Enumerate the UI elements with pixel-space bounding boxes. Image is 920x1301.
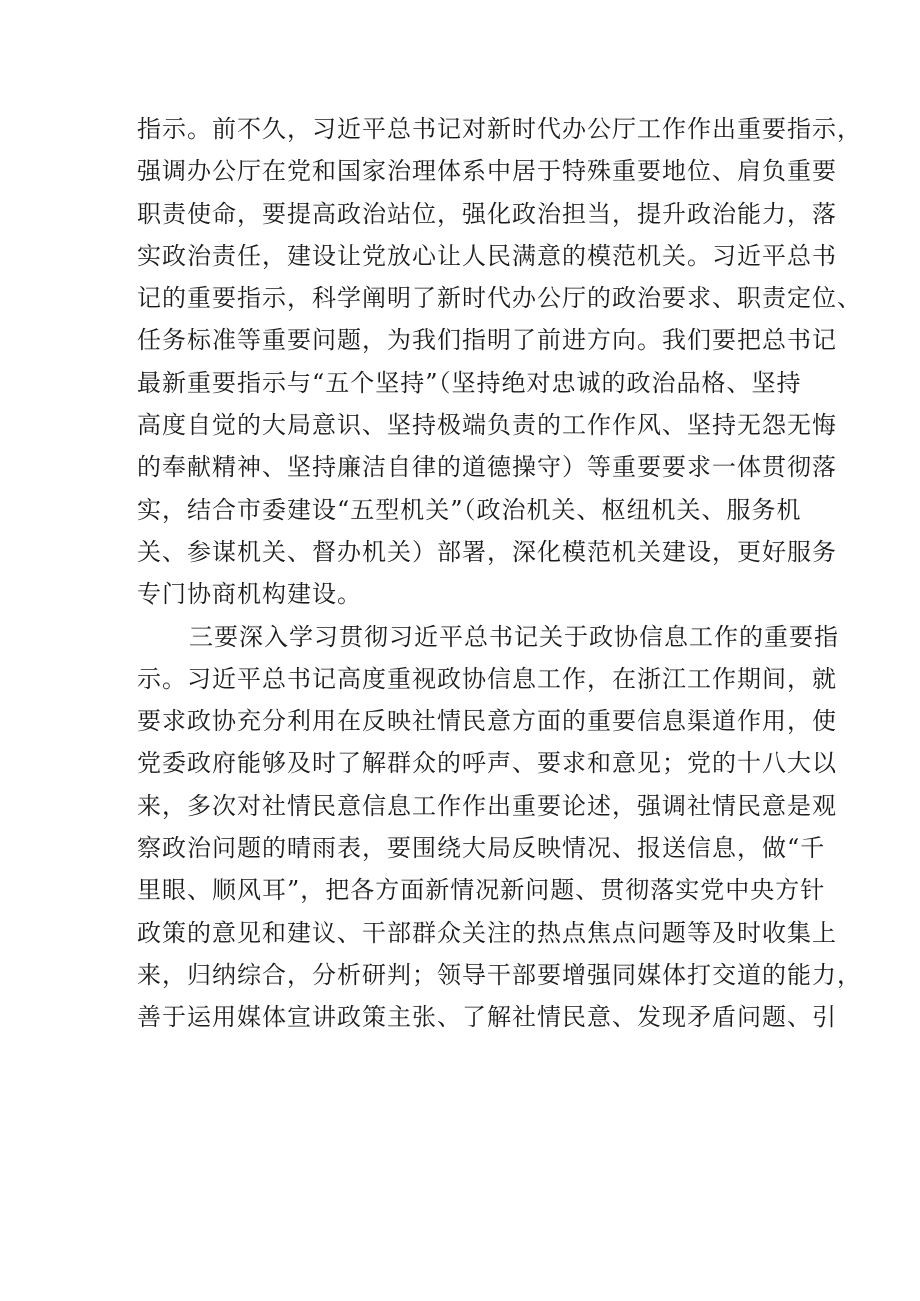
- text-line: 关、参谋机关、督办机关）部署，深化模范机关建设，更好服务: [137, 537, 837, 566]
- text-line: 高度自觉的大局意识、坚持极端负责的工作作风、坚持无怨无悔: [137, 411, 837, 440]
- text-line: 来，多次对社情民意信息工作作出重要论述，强调社情民意是观: [137, 791, 837, 820]
- text-line: 记的重要指示，科学阐明了新时代办公厅的政治要求、职责定位、: [137, 284, 862, 313]
- text-line: 强调办公厅在党和国家治理体系中居于特殊重要地位、肩负重要: [137, 157, 837, 186]
- text-line: 善于运用媒体宣讲政策主张、了解社情民意、发现矛盾问题、引: [137, 1003, 837, 1032]
- text-line: 指示。前不久，习近平总书记对新时代办公厅工作作出重要指示，: [137, 115, 862, 143]
- text-line: 政策的意见和建议、干部群众关注的热点焦点问题等及时收集上: [137, 918, 837, 947]
- text-line: 三要深入学习贯彻习近平总书记关于政协信息工作的重要指: [189, 622, 839, 651]
- text-line: 任务标准等重要问题，为我们指明了前进方向。我们要把总书记: [137, 326, 837, 355]
- text-line: 党委政府能够及时了解群众的呼声、要求和意见；党的十八大以: [137, 749, 837, 778]
- text-line: 最新重要指示与“五个坚持”（坚持绝对忠诚的政治品格、坚持: [137, 368, 802, 397]
- paragraph-one: [137, 108, 862, 616]
- text-line: 实，结合市委建设“五型机关”（政治机关、枢纽机关、服务机: [137, 495, 802, 524]
- paragraph-two: [137, 616, 862, 1039]
- body-text: [137, 108, 862, 1039]
- text-line: 的奉献精神、坚持廉洁自律的道德操守）等重要要求一体贯彻落: [137, 453, 837, 482]
- text-line: 示。习近平总书记高度重视政协信息工作，在浙江工作期间，就: [137, 664, 837, 693]
- text-line: 要求政协充分利用在反映社情民意方面的重要信息渠道作用，使: [137, 707, 837, 736]
- text-line: 专门协商机构建设。: [137, 580, 362, 609]
- text-line: 来，归纳综合，分析研判；领导干部要增强同媒体打交道的能力，: [137, 960, 862, 989]
- text-line: 察政治问题的晴雨表，要围绕大局反映情况、报送信息，做“千: [137, 834, 826, 863]
- text-line: 里眼、顺风耳”，把各方面新情况新问题、贯彻落实党中央方针: [137, 876, 826, 905]
- text-line: 职责使命，要提高政治站位，强化政治担当，提升政治能力，落: [137, 199, 837, 228]
- text-line: 实政治责任，建设让党放心让人民满意的模范机关。习近平总书: [137, 241, 837, 270]
